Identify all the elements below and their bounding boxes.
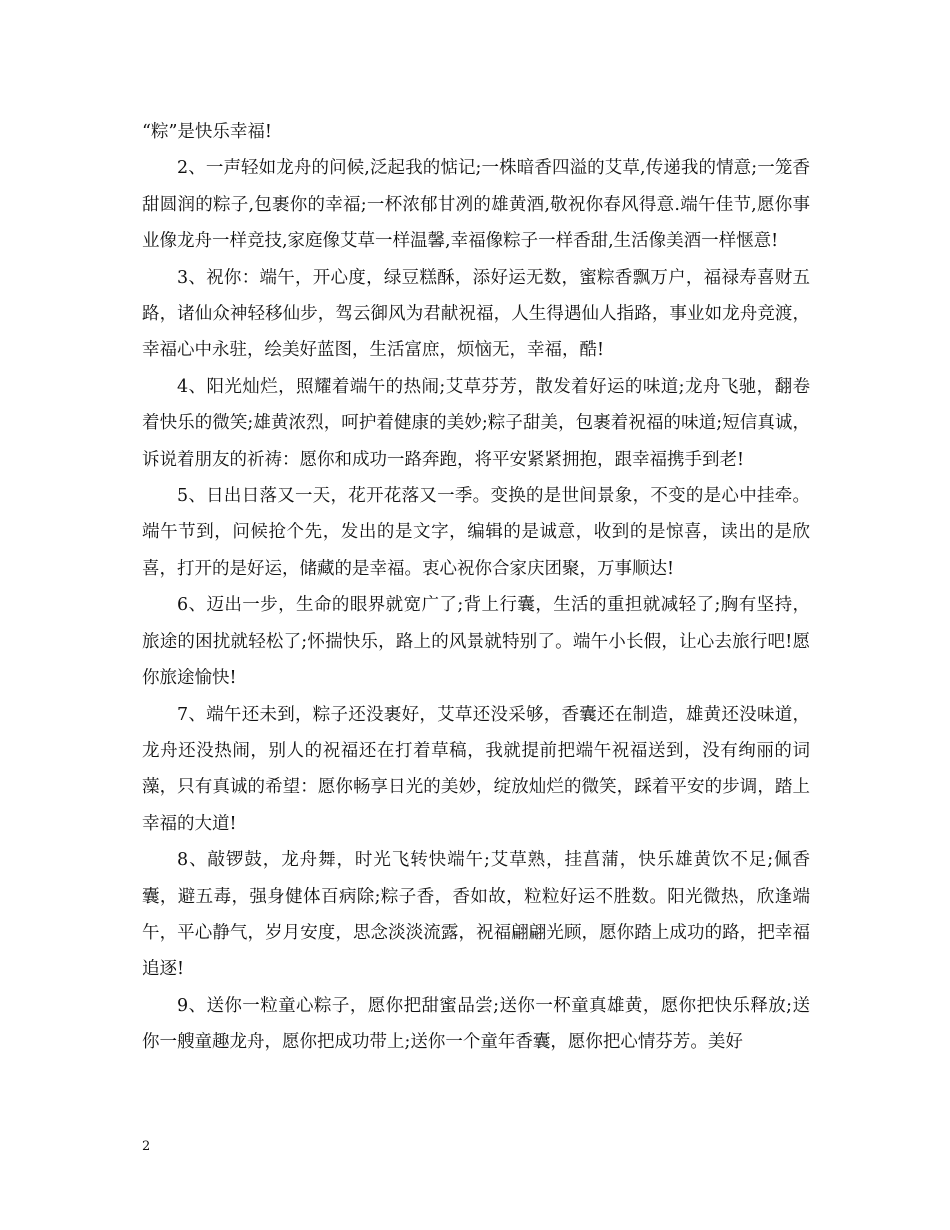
document-body xyxy=(142,114,810,1061)
paragraph-item-4: 4、阳光灿烂，照耀着端午的热闹;艾草芬芳，散发着好运的味道;龙舟飞驰，翻卷着快乐的微笑;雄黄浓烈，呵护着健康的美妙;粽子甜美，包裹着祝福的味道;短信真诚，诉说着朋友的祈祷：愿你和成功一路奔跑，将平安紧紧拥抱，跟幸福携手到老! xyxy=(142,376,810,470)
paragraph-item-8: 8、敲锣鼓，龙舟舞，时光飞转快端午;艾草熟，挂菖蒲，快乐雄黄饮不足;佩香囊，避五毒，强身健体百病除;粽子香，香如故，粒粒好运不胜数。阳光微热，欣逢端午，平心静气，岁月安度，思念淡淡流露，祝福翩翩光顾，愿你踏上成功的路，把幸福追逐! xyxy=(142,850,810,980)
paragraph-item-6: 6、迈出一步，生命的眼界就宽广了;背上行囊，生活的重担就减轻了;胸有坚持，旅途的困扰就轻松了;怀揣快乐，路上的风景就特别了。端午小长假，让心去旅行吧!愿你旅途愉快! xyxy=(142,595,810,689)
paragraph-continuation: “粽”是快乐幸福! xyxy=(142,122,272,142)
paragraph-item-3: 3、祝你：端午，开心度，绿豆糕酥，添好运无数，蜜粽香飘万户，福禄寿喜财五路，诸仙众神轻移仙步，驾云御风为君献祝福，人生得遇仙人指路，事业如龙舟竞渡，幸福心中永驻，绘美好蓝图，生活富庶，烦恼无，幸福，酷! xyxy=(142,267,810,361)
paragraph-item-7: 7、端午还未到，粽子还没裹好，艾草还没采够，香囊还在制造，雄黄还没味道，龙舟还没热闹，别人的祝福还在打着草稿，我就提前把端午祝福送到，没有绚丽的词藻，只有真诚的希望：愿你畅享日光的美妙，绽放灿烂的微笑，踩着平安的步调，踏上幸福的大道! xyxy=(142,704,810,834)
paragraph-item-2: 2、一声轻如龙舟的问候,泛起我的惦记;一株暗香四溢的艾草,传递我的情意;一笼香甜圆润的粽子,包裹你的幸福;一杯浓郁甘冽的雄黄酒,敬祝你春风得意.端午佳节,愿你事业像龙舟一样竞技,家庭像艾草一样温馨,幸福像粽子一样香甜,生活像美酒一样惬意! xyxy=(142,158,810,252)
paragraph-item-9: 9、送你一粒童心粽子，愿你把甜蜜品尝;送你一杯童真雄黄，愿你把快乐释放;送你一艘童趣龙舟，愿你把成功带上;送你一个童年香囊，愿你把心情芬芳。美好 xyxy=(142,995,810,1053)
paragraph-item-5: 5、日出日落又一天，花开花落又一季。变换的是世间景象，不变的是心中挂牵。端午节到，问候抢个先，发出的是文字，编辑的是诚意，收到的是惊喜，读出的是欣喜，打开的是好运，储藏的是幸福。衷心祝你合家庆团聚，万事顺达! xyxy=(142,486,810,579)
page-number: 2 xyxy=(142,1139,151,1154)
